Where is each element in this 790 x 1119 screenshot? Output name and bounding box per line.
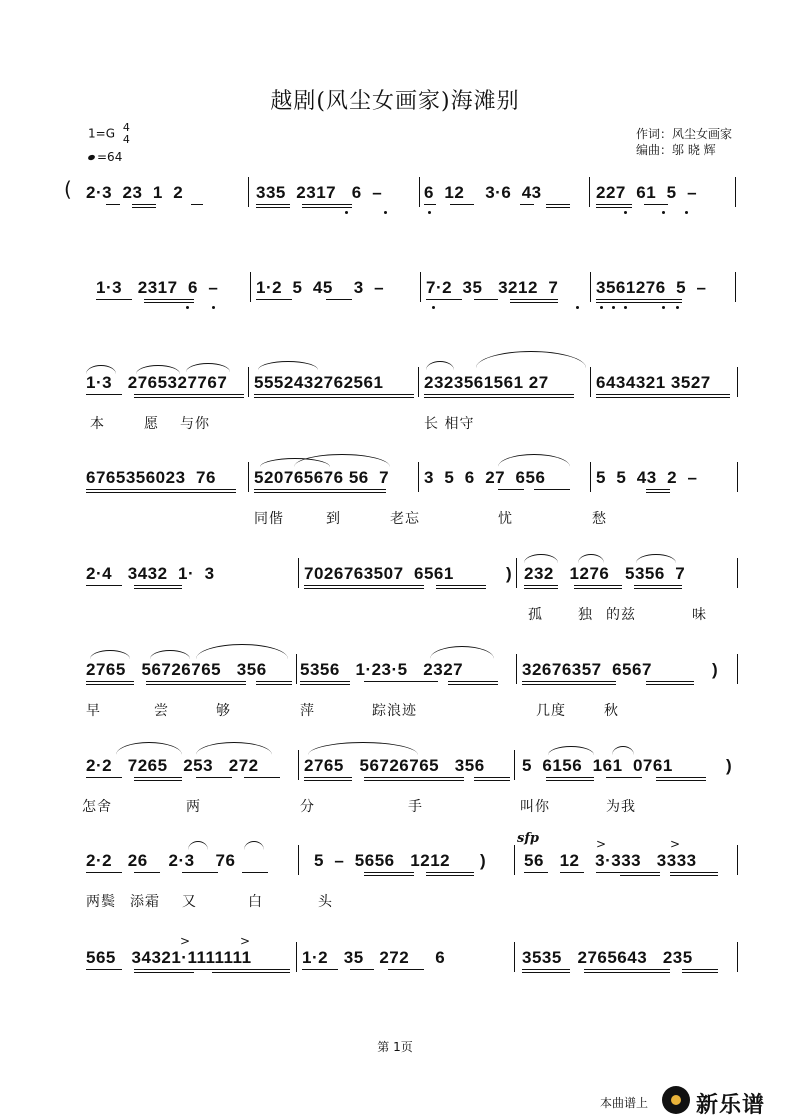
lyric: 又 — [182, 894, 197, 910]
underline — [302, 969, 338, 970]
lyric: 两鬓 — [86, 894, 116, 910]
octave-dot — [662, 211, 665, 214]
measure: 5356 1·23·5 2327 — [300, 660, 464, 679]
underline — [646, 489, 670, 490]
octave-dot — [186, 306, 189, 309]
measure: 3535 2765643 235 — [522, 948, 693, 967]
underline — [596, 872, 660, 873]
underline — [256, 299, 292, 300]
slur — [308, 742, 418, 755]
underline — [522, 681, 616, 682]
measure: 6434321 3527 — [596, 373, 711, 392]
barline — [590, 367, 591, 397]
underline — [574, 585, 622, 586]
underline — [546, 780, 594, 781]
underline — [448, 684, 498, 685]
underline — [132, 207, 156, 208]
underline — [510, 302, 558, 303]
measure: 3561276 5 – — [596, 278, 707, 297]
underline — [388, 969, 424, 970]
barline — [419, 177, 420, 207]
underline — [646, 684, 694, 685]
underline — [634, 585, 682, 586]
lyric: 本 — [90, 416, 105, 432]
slur — [258, 361, 318, 370]
barline — [298, 558, 299, 588]
barline — [250, 272, 251, 302]
underline — [424, 394, 574, 395]
accent-mark: > — [180, 934, 191, 948]
underline — [86, 777, 122, 778]
slur — [196, 644, 288, 659]
underline — [644, 204, 668, 205]
measure: 3 5 6 27 656 — [424, 468, 546, 487]
underline — [254, 394, 414, 395]
score-row-5 — [0, 556, 790, 646]
measure: 1·2 5 45 3 – — [256, 278, 385, 297]
underline — [244, 777, 280, 778]
underline — [426, 299, 462, 300]
underline — [134, 585, 182, 586]
underline — [424, 204, 436, 205]
underline — [524, 585, 558, 586]
measure: 335 2317 6 – — [256, 183, 383, 202]
lyric: 怎舍 — [82, 799, 112, 815]
lyric: 与你 — [180, 416, 210, 432]
score-row-7 — [0, 748, 790, 838]
underline — [574, 588, 622, 589]
lyric: 分 — [300, 799, 315, 815]
underline — [426, 872, 474, 873]
underline — [134, 777, 182, 778]
slur — [244, 841, 264, 850]
lyric: 味 — [692, 607, 707, 623]
slur — [90, 650, 130, 659]
underline — [656, 780, 706, 781]
underline — [560, 872, 584, 873]
barline — [737, 654, 738, 684]
octave-dot — [662, 306, 665, 309]
score-row-2 — [0, 270, 790, 360]
slur — [196, 742, 272, 755]
underline — [304, 585, 424, 586]
accent-mark: > — [240, 934, 251, 948]
measure: 5 6156 161 0761 — [522, 756, 673, 775]
lyric: 同偕 — [254, 511, 284, 527]
underline — [86, 969, 122, 970]
octave-dot — [612, 306, 615, 309]
underline — [134, 780, 182, 781]
slur — [636, 554, 676, 563]
measure: 520765676 56 7 — [254, 468, 390, 487]
underline — [256, 684, 292, 685]
barline — [735, 177, 736, 207]
octave-dot — [432, 306, 435, 309]
key-tempo-block — [88, 122, 130, 164]
underline — [546, 777, 594, 778]
underline — [364, 875, 414, 876]
measure: 227 61 5 – — [596, 183, 698, 202]
measure: 1·3 2317 6 – — [96, 278, 219, 297]
barline — [420, 272, 421, 302]
slur — [188, 841, 208, 850]
accent-mark: > — [596, 837, 607, 851]
underline — [134, 969, 194, 970]
lyricist: 作词：风尘女画家 — [636, 127, 733, 141]
underline — [450, 204, 474, 205]
underline — [448, 681, 498, 682]
underline — [670, 875, 718, 876]
underline — [134, 972, 194, 973]
underline — [364, 872, 414, 873]
measure: 5 – 5656 1212 — [314, 851, 451, 870]
measure: 565 34321·1111111 — [86, 948, 252, 967]
underline — [194, 969, 290, 970]
octave-dot — [600, 306, 603, 309]
quarter-note-icon — [87, 154, 95, 161]
lyric: 尝 — [154, 703, 169, 719]
score-row-3 — [0, 365, 790, 455]
barline — [516, 558, 517, 588]
underline — [596, 204, 632, 205]
underline — [134, 588, 182, 589]
octave-dot — [624, 211, 627, 214]
lyric: 两 — [186, 799, 201, 815]
measure: 2765 56726765 356 — [86, 660, 267, 679]
underline — [474, 780, 510, 781]
lyric: 为我 — [606, 799, 636, 815]
lyric: 添霜 — [130, 894, 160, 910]
barline — [737, 942, 738, 972]
underline — [520, 204, 534, 205]
lyric: 早 — [86, 703, 101, 719]
lyric: 叫你 — [520, 799, 550, 815]
barline — [296, 942, 297, 972]
measure: 5 5 43 2 – — [596, 468, 698, 487]
underline — [302, 204, 352, 205]
barline — [589, 177, 590, 207]
underline — [426, 875, 474, 876]
underline — [646, 681, 694, 682]
slur — [426, 361, 454, 370]
barline — [737, 558, 738, 588]
underline — [300, 684, 350, 685]
underline — [606, 777, 642, 778]
underline — [254, 489, 386, 490]
underline — [146, 684, 246, 685]
barline — [590, 462, 591, 492]
underline — [436, 585, 486, 586]
underline — [436, 588, 486, 589]
measure: 5552432762561 — [254, 373, 384, 392]
composer: 编曲：邬 晓 辉 — [636, 143, 716, 157]
barline — [590, 272, 591, 302]
close-paren: ) — [726, 756, 733, 775]
lyric: 头 — [318, 894, 333, 910]
barline — [298, 845, 299, 875]
underline — [86, 684, 134, 685]
measure: 2·3 23 1 2 — [86, 183, 184, 202]
octave-dot — [345, 211, 348, 214]
credits-block — [636, 126, 732, 158]
underline — [620, 875, 660, 876]
lyric: 手 — [408, 799, 423, 815]
underline — [134, 872, 160, 873]
measure: 7026763507 6561 — [304, 564, 454, 583]
underline — [546, 204, 570, 205]
underline — [546, 207, 570, 208]
underline — [524, 588, 558, 589]
close-paren: ) — [712, 660, 719, 679]
underline — [670, 872, 718, 873]
lyric: 愿 — [144, 416, 159, 432]
measure: 2·4 3432 1· 3 — [86, 564, 215, 583]
underline — [196, 777, 232, 778]
underline — [682, 972, 718, 973]
measure: 32676357 6567 — [522, 660, 652, 679]
underline — [86, 872, 122, 873]
footer-watermark — [600, 1086, 780, 1116]
octave-dot — [384, 211, 387, 214]
underline — [191, 204, 203, 205]
underline — [596, 397, 730, 398]
underline — [596, 394, 730, 395]
barline — [737, 845, 738, 875]
slur — [150, 650, 190, 659]
measure: 2323561561 27 — [424, 373, 549, 392]
measure: 232 1276 5356 7 — [524, 564, 686, 583]
score-row-8 — [0, 831, 790, 933]
vinyl-record-icon — [662, 1086, 690, 1114]
octave-dot — [685, 211, 688, 214]
underline — [242, 872, 268, 873]
underline — [96, 299, 132, 300]
measure: 1·2 35 272 6 — [302, 948, 446, 967]
underline — [134, 397, 244, 398]
underline — [584, 972, 670, 973]
slur — [186, 363, 230, 372]
slur — [548, 746, 594, 755]
lyric: 孤 — [528, 607, 543, 623]
repeat-open-paren: ( — [64, 177, 72, 201]
page-number: 第 1页 — [377, 1040, 413, 1054]
underline — [182, 872, 218, 873]
measure: 56 12 3·333 3333 — [524, 851, 697, 870]
slur — [430, 646, 494, 659]
barline — [516, 654, 517, 684]
underline — [424, 397, 574, 398]
barline — [514, 750, 515, 780]
underline — [302, 207, 352, 208]
measure: 7·2 35 3212 7 — [426, 278, 559, 297]
barline — [737, 367, 738, 397]
lyric: 够 — [216, 703, 231, 719]
underline — [300, 681, 350, 682]
underline — [596, 302, 682, 303]
lyric: 独 — [578, 607, 593, 623]
octave-dot — [212, 306, 215, 309]
lyric: 踪浪迹 — [372, 703, 417, 719]
measure: 6765356023 76 — [86, 468, 216, 487]
underline — [522, 684, 616, 685]
tempo-marking: =64 — [88, 150, 130, 164]
underline — [144, 302, 194, 303]
accent-mark: > — [670, 837, 681, 851]
score-row-9 — [0, 934, 790, 1030]
barline — [298, 750, 299, 780]
underline — [326, 299, 352, 300]
underline — [350, 969, 374, 970]
octave-dot — [624, 306, 627, 309]
underline — [474, 777, 510, 778]
underline — [304, 780, 352, 781]
underline — [304, 588, 424, 589]
underline — [510, 299, 558, 300]
lyric: 白 — [248, 894, 263, 910]
underline — [86, 394, 122, 395]
barline — [248, 367, 249, 397]
underline — [646, 492, 670, 493]
lyric: 秋 — [604, 703, 619, 719]
barline — [514, 942, 515, 972]
close-paren: ) — [506, 564, 513, 583]
lyric: 到 — [326, 511, 341, 527]
page-title: 越剧(风尘女画家)海滩别 — [270, 89, 520, 114]
lyric: 忧 — [498, 511, 513, 527]
score-row-1 — [0, 175, 790, 265]
underline — [106, 204, 120, 205]
underline — [584, 969, 670, 970]
underline — [212, 972, 290, 973]
measure: 2·2 26 2·3 76 — [86, 851, 236, 870]
underline — [364, 780, 464, 781]
octave-dot — [576, 306, 579, 309]
lyric: 几度 — [536, 703, 566, 719]
slur — [294, 454, 390, 467]
slur — [612, 746, 634, 755]
measure: 1·3 2765327767 — [86, 373, 228, 392]
lyric: 萍 — [300, 703, 315, 719]
octave-dot — [428, 211, 431, 214]
underline — [304, 777, 352, 778]
underline — [634, 588, 682, 589]
underline — [522, 969, 570, 970]
key-signature: 1=G — [88, 126, 115, 141]
underline — [256, 204, 290, 205]
barline — [737, 462, 738, 492]
underline — [144, 299, 194, 300]
time-signature: 4 4 — [122, 121, 130, 146]
slur — [498, 454, 570, 467]
underline — [256, 207, 290, 208]
sfp-dynamic: sfp — [517, 831, 540, 846]
slur — [578, 554, 604, 563]
barline — [418, 462, 419, 492]
barline — [735, 272, 736, 302]
footer-label: 本曲谱上 — [600, 1096, 649, 1110]
slur — [116, 742, 182, 755]
underline — [474, 299, 498, 300]
brand-logo-text: 新乐谱 — [696, 1093, 766, 1118]
underline — [364, 777, 464, 778]
underline — [132, 204, 156, 205]
underline — [254, 397, 414, 398]
underline — [86, 492, 236, 493]
underline — [498, 489, 524, 490]
underline — [682, 969, 718, 970]
slur — [524, 554, 558, 563]
underline — [86, 585, 122, 586]
lyric: 老忘 — [390, 511, 420, 527]
underline — [134, 394, 244, 395]
underline — [254, 492, 386, 493]
underline — [146, 681, 246, 682]
underline — [364, 681, 438, 682]
lyric: 的兹 — [606, 607, 636, 623]
barline — [248, 177, 249, 207]
underline — [256, 681, 292, 682]
underline — [656, 777, 706, 778]
lyric: 愁 — [592, 511, 607, 527]
measure: 2·2 7265 253 272 — [86, 756, 259, 775]
underline — [596, 299, 682, 300]
barline — [514, 845, 515, 875]
score-row-6 — [0, 652, 790, 742]
octave-dot — [676, 306, 679, 309]
measure: 2765 56726765 356 — [304, 756, 485, 775]
lyric: 长 相守 — [424, 416, 475, 432]
score-row-4 — [0, 460, 790, 550]
close-paren: ) — [480, 851, 487, 870]
underline — [86, 681, 134, 682]
underline — [534, 489, 570, 490]
measure: 6 12 3·6 43 — [424, 183, 542, 202]
barline — [296, 654, 297, 684]
barline — [418, 367, 419, 397]
underline — [596, 207, 632, 208]
barline — [248, 462, 249, 492]
underline — [522, 972, 570, 973]
underline — [524, 872, 548, 873]
underline — [86, 489, 236, 490]
